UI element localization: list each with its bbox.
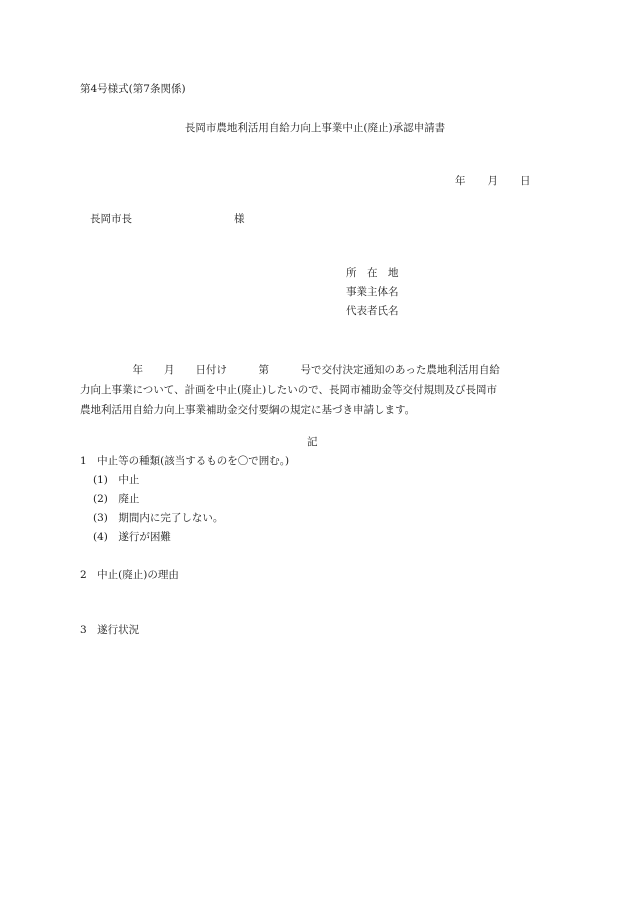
section1-option: (1) 中止	[93, 474, 140, 486]
date-month: 月	[487, 175, 498, 187]
ki-heading: 記	[307, 436, 318, 448]
addressee-honorific: 様	[234, 213, 245, 225]
addressee	[90, 214, 245, 225]
date-year: 年	[455, 175, 466, 187]
body-line: 年 月 日付け 第 号で交付決定通知のあった農地利活用自給	[80, 364, 500, 376]
applicant-representative-label: 代表者氏名	[346, 305, 399, 317]
section1-heading: 1 中止等の種類(該当するものを〇で囲む。)	[80, 455, 290, 467]
body-line: 農地利活用自給力向上事業補助金交付要綱の規定に基づき申請します。	[80, 404, 416, 416]
body-paragraph	[80, 360, 558, 420]
body-line: 力向上事業について、計画を中止(廃止)したいので、長岡市補助金等交付規則及び長岡市	[80, 384, 498, 396]
form-number: 第4号様式(第7条関係)	[80, 83, 186, 95]
section3-heading: 3 遂行状況	[80, 624, 140, 636]
addressee-name: 長岡市長	[90, 213, 132, 225]
section2-heading: 2 中止(廃止)の理由	[80, 569, 179, 581]
section1-option: (3) 期間内に完了しない。	[93, 512, 224, 524]
section1-option: (2) 廃止	[93, 493, 140, 505]
applicant-entity-label: 事業主体名	[346, 286, 399, 298]
date-day: 日	[520, 175, 531, 187]
section1-option: (4) 遂行が困難	[93, 531, 171, 543]
document-title: 長岡市農地利活用自給力向上事業中止(廃止)承認申請書	[184, 122, 446, 134]
applicant-address-label: 所 在 地	[346, 267, 399, 279]
date-line	[455, 176, 531, 187]
